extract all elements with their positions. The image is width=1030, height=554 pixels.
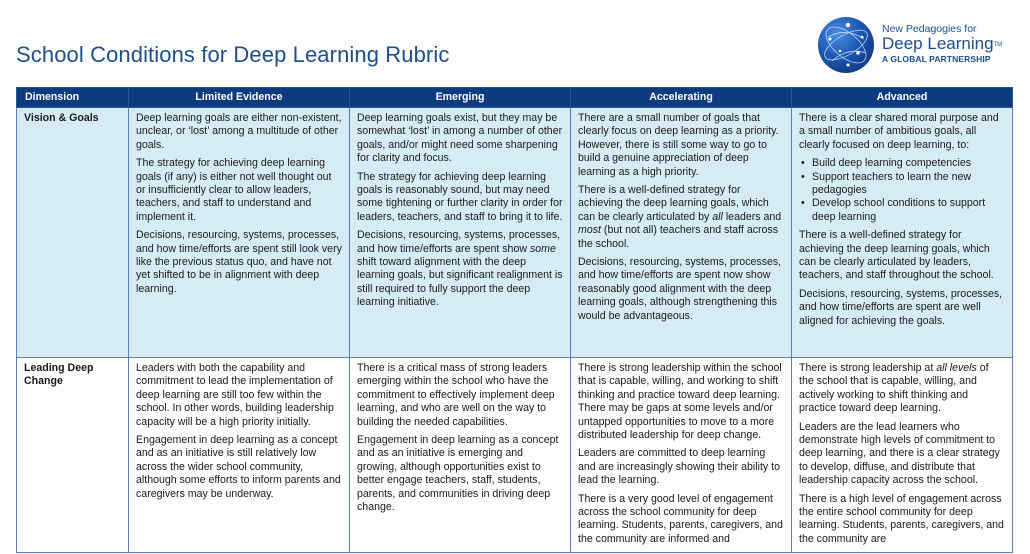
dimension-cell: Leading Deep Change [17, 358, 129, 553]
cell-paragraph: There is a clear shared moral purpose and a small number of ambitious goals, all clearly focused on deep learning, to: [799, 112, 999, 151]
text-run: There is strong leadership at [799, 362, 937, 374]
emphasis-text: all levels [936, 362, 977, 374]
cell-paragraph: There is a critical mass of strong leaders emerging within the school who have the commitment to effectively implement deep learning, and who are well on the way to building the needed capabilities. [357, 362, 555, 428]
cell-paragraph [799, 362, 1005, 416]
cell-limited-evidence [129, 358, 350, 553]
cell-paragraph [357, 229, 563, 309]
cell-paragraph: The strategy for achieving deep learning goals is reasonably sound, but may need some tightening or further clarity in order for leaders, teachers, and staff to bring it to life. [357, 170, 563, 223]
cell-paragraph: Deep learning goals are either non-existent, unclear, or ‘lost’ among a multitude of other goals. [136, 112, 342, 151]
logo-brand-text: Deep Learning [882, 34, 994, 53]
header-accelerating: Accelerating [571, 88, 792, 108]
bullet-item: • Develop school conditions to support deep learning [799, 197, 1005, 224]
cell-paragraph: There is strong leadership within the school that is capable, willing, and working to shift thinking and practice toward deep learning. There may be gaps at some levels and/or untapped opportunities to move to a more distributed leadership for deep change. [578, 362, 782, 442]
cell-paragraph: Leaders with both the capability and commitment to lead the implementation of deep learning are still too few within the school. In other words, building leadership capacity will be a high priority initially. [136, 362, 334, 428]
logo-tagline-bottom: A GLOBAL PARTNERSHIP [882, 54, 991, 64]
table-row-leading-deep-change [17, 358, 1013, 553]
logo-tagline-top: New Pedagogies for [882, 23, 977, 35]
npdl-logo [818, 17, 1018, 75]
rubric-table [16, 87, 1013, 553]
emphasis-text: some [529, 242, 556, 255]
table-header-row [17, 88, 1013, 108]
cell-paragraph: There is a high level of engagement across the entire school community for deep learning. Students, parents, caregivers, and the community are [799, 492, 1004, 545]
text-run: shift toward alignment with the deep learning goals, but significant realignment is still required to fully support the deep learning initiative. [357, 256, 563, 309]
cell-paragraph: The strategy for achieving deep learning goals (if any) is either not well thought out or insufficiently clear to allow leaders, teachers, and staff to understand and implement it. [136, 157, 332, 223]
trademark-mark: TM [993, 42, 1003, 48]
cell-paragraph: Leaders are committed to deep learning and are increasingly showing their ability to lead the learning. [578, 447, 780, 487]
header-emerging: Emerging [350, 88, 571, 108]
cell-paragraph: There is a very good level of engagement across the school community for deep learning. Students, parents, caregivers, and the community are informed and [578, 492, 783, 545]
text-run: Decisions, resourcing, systems, processes, and how time/efforts are spent show [357, 229, 561, 255]
cell-advanced [792, 108, 1013, 358]
logo-brand-name [882, 35, 1002, 53]
bullet-item: • Support teachers to learn the new pedagogies [799, 171, 1005, 198]
logo-text [882, 23, 1002, 65]
cell-limited-evidence [129, 108, 350, 358]
cell-emerging [350, 108, 571, 358]
cell-accelerating [571, 358, 792, 553]
emphasis-text: all [712, 210, 723, 223]
cell-emerging [350, 358, 571, 553]
cell-paragraph: There are a small number of goals that clearly focus on deep learning as a priority. However, there is still some way to go to build a genuine appreciation of deep learning as a high priority. [578, 112, 779, 178]
cell-paragraph: Decisions, resourcing, systems, processes, and how time/efforts are spent are well aligned for achieving the goals. [799, 287, 1003, 327]
cell-accelerating [571, 108, 792, 358]
header-limited-evidence: Limited Evidence [129, 88, 350, 108]
cell-paragraph: Leaders are the lead learners who demonstrate high levels of commitment to deep learning, and there is a clear strategy to develop, diffuse, and distribute that leadership capacity across the school. [799, 420, 1000, 487]
text-run: of the school that is capable, willing, and actively working to shift thinking and practice toward deep learning. [799, 362, 989, 415]
header-dimension: Dimension [17, 88, 129, 108]
cell-paragraph: Deep learning goals exist, but they may be somewhat ‘lost’ in among a number of other goals, and/or might need some sharpening for clarity and focus. [357, 112, 563, 165]
emphasis-text: most [578, 224, 601, 237]
bullet-item: • Build deep learning competencies [799, 157, 1005, 170]
cell-paragraph: Engagement in deep learning as a concept and as an initiative is emerging and growing, although opportunities exist to better engage teachers, staff, students, parents, and communities in driving deep change. [357, 434, 559, 514]
goals-bullet-list [799, 157, 1005, 224]
cell-paragraph: Decisions, resourcing, systems, processes, and how time/efforts are spent still look very like the previous status quo, and have not yet shifted to be in alignment with deep learning. [136, 229, 342, 295]
dimension-cell: Vision & Goals [17, 108, 129, 358]
cell-paragraph: Engagement in deep learning as a concept and as an initiative is still relatively low across the wider school community, although some efforts to inform parents and caregivers may be underway. [136, 434, 341, 500]
text-run: (but not all) teachers and staff across the school. [578, 224, 779, 250]
cell-paragraph: There is a well-defined strategy for achieving the deep learning goals, which can be clearly articulated by leaders, teachers, and staff throughout the school. [799, 229, 994, 282]
cell-advanced [792, 358, 1013, 553]
text-run: leaders and [722, 210, 782, 223]
text-run: There is a well-defined strategy for achieving the deep learning goals, which can be clearly articulated by [578, 184, 769, 223]
cell-paragraph: Decisions, resourcing, systems, processes, and how time/efforts are spent now show reasonably good alignment with the deep learning goals, although strengthening this would be advantageous. [578, 256, 782, 322]
globe-network-icon [818, 17, 874, 73]
page-title: School Conditions for Deep Learning Rubric [16, 42, 450, 67]
table-row-vision-goals [17, 108, 1013, 358]
cell-paragraph [578, 184, 784, 251]
header-advanced: Advanced [792, 88, 1013, 108]
